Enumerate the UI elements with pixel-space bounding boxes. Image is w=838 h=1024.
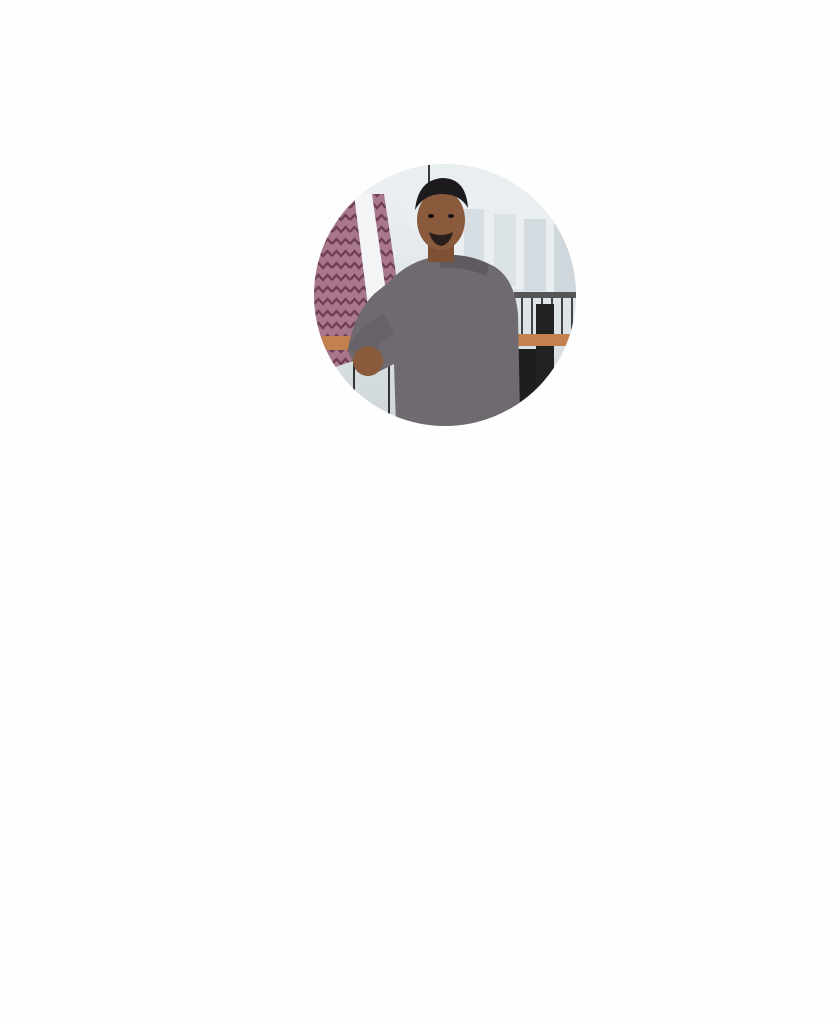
avatar — [314, 164, 576, 426]
avatar-photo — [314, 164, 576, 426]
